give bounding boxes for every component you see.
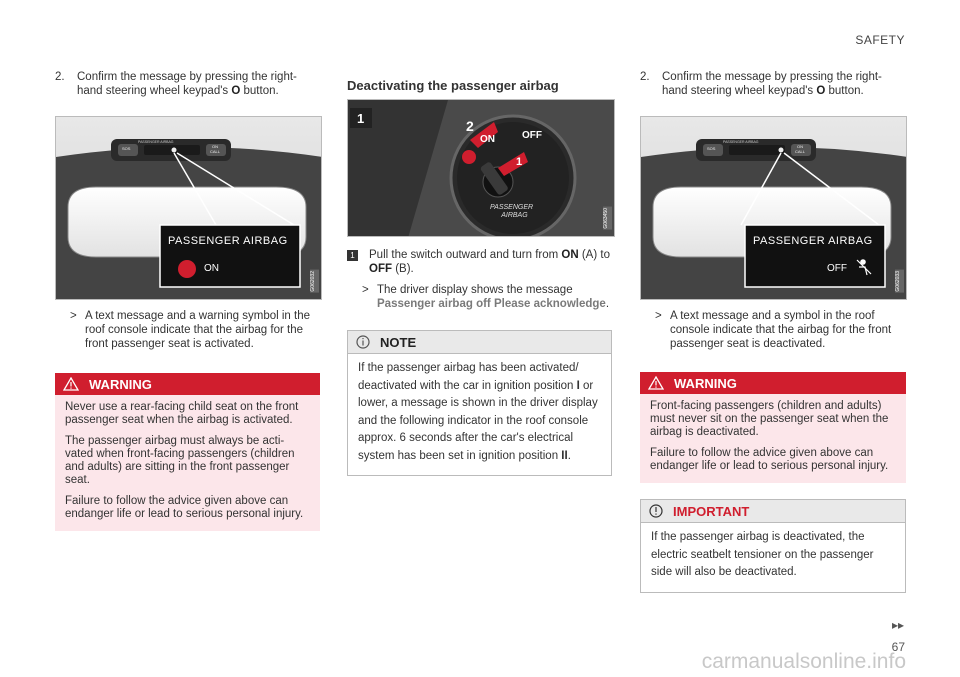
step-number: 2.	[640, 71, 650, 83]
airbag-switch-illustration	[348, 100, 615, 237]
column-2	[347, 70, 612, 476]
figure-badge: 1	[357, 111, 365, 126]
warning-box	[55, 373, 320, 531]
figure-airbag-switch	[347, 99, 615, 237]
display-title: PASSENGER AIRBAG	[753, 235, 873, 247]
warning-body: Never use a rear-facing child seat on the front passenger seat when the airbag is activated. The passenger airbag must always be acti-vated when front-facing passengers (children and adults) are sitting in the front passenger seat. Failure to follow the advice given above can endanger life or lead to serious personal injury.	[65, 401, 304, 520]
console-on-call-button: ON CALL	[795, 144, 806, 154]
step-number: 2.	[55, 71, 65, 83]
console-label: PASSENGER AIRBAG	[723, 140, 759, 144]
important-header: IMPORTANT	[641, 500, 905, 523]
info-icon	[356, 335, 370, 349]
figure-code: G062033	[895, 270, 904, 293]
result-text: > The driver display shows the message Passenger airbag off Please acknowledge.	[362, 284, 610, 310]
warning-triangle-icon	[63, 377, 79, 391]
step-2	[55, 70, 320, 98]
console-sos-button: SOS	[707, 146, 716, 151]
switch-off-label: OFF	[522, 130, 542, 141]
figure-airbag-on	[55, 116, 322, 300]
figure-airbag-off	[640, 116, 907, 300]
note-body: If the passenger airbag has been activated/ deactivated with the car in ignition position I or lower, a message is shown in the driver display and the following indicator in the roof console approx. 6 seconds after the car's electrical system has been set in ignition position II.	[358, 362, 598, 462]
marker-1: 1	[516, 156, 523, 168]
console-on-call-button: ON CALL	[210, 144, 221, 154]
display-title: PASSENGER AIRBAG	[168, 235, 288, 247]
result-arrow: >	[655, 310, 662, 322]
warning-box	[640, 372, 906, 483]
display-state: ON	[204, 263, 219, 274]
exclamation-icon	[649, 504, 663, 518]
step-badge: 1	[347, 250, 358, 261]
warning-header: WARNING	[640, 372, 906, 394]
warning-header: WARNING	[55, 373, 320, 395]
switch-on-label: ON	[480, 134, 495, 145]
marker-2: 2	[466, 118, 474, 134]
warning-triangle-icon	[648, 376, 664, 390]
result-arrow: >	[362, 284, 369, 296]
page-number: 67	[891, 640, 905, 654]
warning-body: Front-facing passengers (children and adults) must never sit on the passenger seat when the airbag is deactivated. Failure to follow the advice given above can endanger life or lead to serious personal injury.	[650, 400, 889, 472]
important-body: If the passenger airbag is deactivated, the electric seatbelt tensioner on the passenger side will also be deactivated.	[651, 531, 874, 578]
important-box	[640, 499, 906, 593]
step-text: Confirm the message by pressing the right-hand steering wheel keypad's O button.	[662, 71, 882, 97]
note-box	[347, 330, 612, 476]
continue-arrows-icon: ▸▸	[891, 618, 904, 632]
console-sos-button: SOS	[122, 146, 131, 151]
step-2	[640, 70, 906, 98]
step-text: Confirm the message by pressing the right-hand steering wheel keypad's O button.	[77, 71, 297, 97]
figure-code: G063450	[603, 207, 612, 230]
switch-caption: PASSENGER AIRBAG	[490, 204, 534, 219]
result-arrow: >	[70, 310, 77, 322]
step-1	[347, 248, 612, 276]
result-text: > A text message and a symbol in the roof console indicate that the airbag for the front passenger seat is deactivated.	[655, 310, 892, 350]
section-title: Deactivating the passenger airbag	[347, 78, 559, 93]
display-state: OFF	[827, 263, 847, 274]
note-header: NOTE	[348, 331, 611, 354]
step-text: Pull the switch outward and turn from ON (A) to OFF (B).	[369, 249, 610, 275]
watermark: carmanualsonline.info	[701, 650, 906, 673]
roof-console-illustration	[641, 117, 907, 300]
result-text: > A text message and a warning symbol in the roof console indicate that the airbag for the front passenger seat is activated.	[70, 310, 311, 350]
console-label: PASSENGER AIRBAG	[138, 140, 174, 144]
roof-console-illustration	[56, 117, 322, 300]
column-3	[640, 70, 906, 593]
figure-code: G062032	[310, 270, 319, 293]
section-header: SAFETY	[855, 33, 905, 47]
column-1	[55, 70, 320, 531]
